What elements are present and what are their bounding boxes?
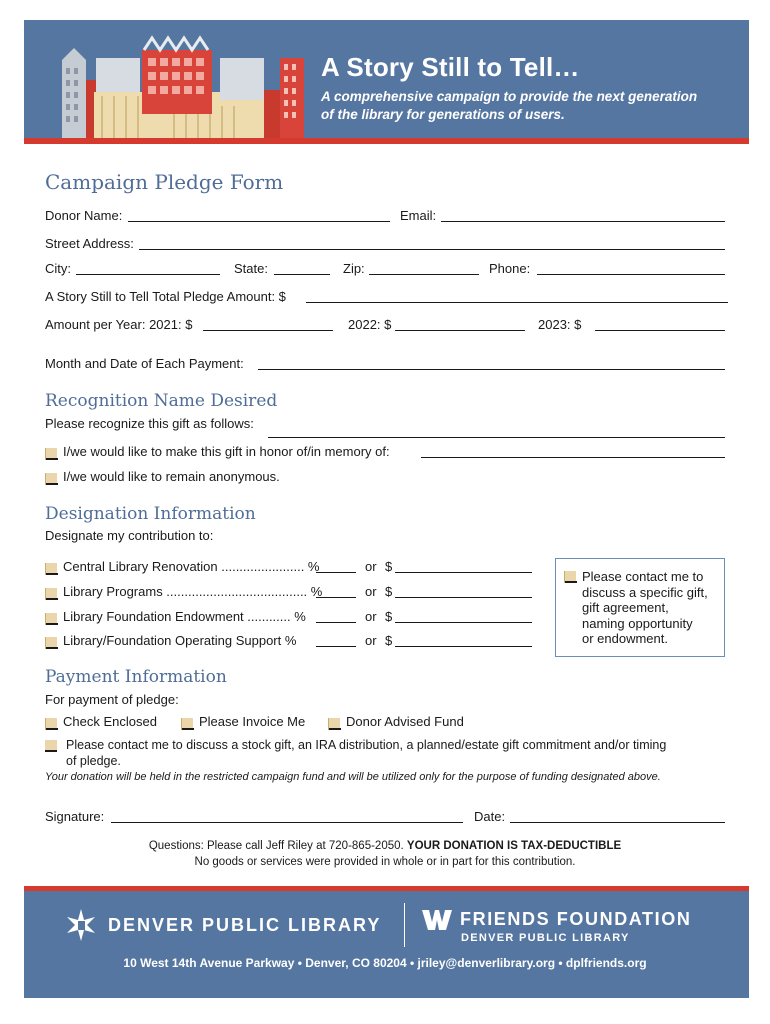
amount-2021-field[interactable]	[203, 330, 333, 331]
restricted-fund-note: Your donation will be held in the restricted campaign fund and will be utilized only for the purpose of funding designated above.	[45, 771, 661, 783]
tax-deductible-text: YOUR DONATION IS TAX-DEDUCTIBLE	[406, 840, 622, 852]
questions-line	[0, 840, 770, 852]
payment-schedule-label: Month and Date of Each Payment:	[45, 356, 244, 371]
library-programs-checkbox[interactable]	[45, 588, 57, 600]
central-library-percent-field[interactable]	[316, 572, 356, 573]
check-enclosed-checkbox[interactable]	[45, 718, 57, 730]
footer-address: 10 West 14th Avenue Parkway • Denver, CO 80204 • jriley@denverlibrary.org • dplfriends.org	[123, 956, 647, 970]
campaign-subtitle	[321, 88, 721, 124]
specific-gift-line-4: naming opportunity	[582, 615, 693, 631]
friends-foundation-wordmark: FRIENDS FOUNDATION	[460, 909, 692, 929]
specific-gift-line-1: Please contact me to	[582, 569, 704, 584]
donor-name-field[interactable]	[128, 221, 390, 222]
friends-foundation-subtitle: DENVER PUBLIC LIBRARY	[461, 932, 630, 944]
library-programs-percent-field[interactable]	[316, 597, 356, 598]
endowment-amount-field[interactable]	[395, 622, 532, 623]
honor-memory-field[interactable]	[421, 457, 725, 458]
operating-support-amount-field[interactable]	[395, 646, 532, 647]
operating-support-label: Library/Foundation Operating Support %	[63, 633, 297, 648]
designation-section-title: Designation Information	[45, 504, 256, 524]
specific-gift-line-5: or endowment.	[582, 631, 668, 646]
or-label: or	[365, 559, 377, 574]
date-field[interactable]	[510, 822, 725, 823]
recognition-section-title: Recognition Name Desired	[45, 391, 278, 411]
signature-label: Signature:	[45, 809, 105, 824]
recognition-prompt: Please recognize this gift as follows:	[45, 416, 254, 431]
designation-prompt: Designate my contribution to:	[45, 528, 214, 543]
total-pledge-label	[45, 289, 286, 304]
street-address-label: Street Address:	[45, 236, 134, 251]
or-label: or	[365, 584, 377, 599]
total-pledge-text: Total Pledge Amount: $	[152, 289, 286, 304]
honor-memory-label: I/we would like to make this gift in honor of/in memory of:	[63, 444, 390, 459]
amount-2023-label: 2023: $	[538, 317, 582, 332]
library-programs-label: Library Programs ....................................... %	[63, 584, 323, 599]
total-pledge-field[interactable]	[306, 302, 728, 303]
dpl-wordmark: DENVER PUBLIC LIBRARY	[108, 915, 382, 935]
payment-section-title: Payment Information	[45, 667, 227, 687]
endowment-label: Library Foundation Endowment ............ %	[63, 609, 306, 624]
stock-gift-label-line-2: of pledge.	[66, 754, 121, 768]
or-label: or	[365, 633, 377, 648]
street-address-field[interactable]	[139, 249, 725, 250]
stock-gift-checkbox[interactable]	[45, 740, 57, 752]
amount-2022-label: 2022: $	[348, 317, 392, 332]
amount-2022-field[interactable]	[395, 330, 525, 331]
phone-label: Phone:	[489, 261, 531, 276]
donor-advised-checkbox[interactable]	[328, 718, 340, 730]
endowment-checkbox[interactable]	[45, 613, 57, 625]
form-title: Campaign Pledge Form	[45, 170, 284, 194]
central-library-amount-field[interactable]	[395, 572, 532, 573]
central-library-checkbox[interactable]	[45, 563, 57, 575]
donor-advised-label: Donor Advised Fund	[346, 714, 464, 729]
dollar-label: $	[385, 633, 393, 648]
footer-divider	[404, 903, 405, 947]
no-goods-disclaimer: No goods or services were provided in whole or in part for this contribution.	[194, 856, 576, 868]
city-field[interactable]	[76, 274, 220, 275]
dollar-label: $	[385, 584, 393, 599]
specific-gift-checkbox[interactable]	[564, 571, 576, 583]
check-enclosed-label: Check Enclosed	[63, 714, 157, 729]
dpl-logo-icon	[64, 908, 98, 942]
invoice-checkbox[interactable]	[181, 718, 193, 730]
amount-2023-field[interactable]	[595, 330, 725, 331]
campaign-name-italic: A Story Still to Tell	[45, 289, 149, 304]
dollar-label: $	[385, 559, 393, 574]
anonymous-label: I/we would like to remain anonymous.	[63, 469, 280, 484]
city-label: City:	[45, 261, 71, 276]
specific-gift-line-2: discuss a specific gift,	[582, 584, 708, 600]
state-label: State:	[234, 261, 268, 276]
central-library-label: Central Library Renovation ....................... %	[63, 559, 320, 574]
email-label: Email:	[400, 208, 437, 223]
campaign-subtitle-line-1: A comprehensive campaign to provide the next generation	[321, 89, 698, 104]
header-accent-bar	[24, 138, 749, 144]
endowment-percent-field[interactable]	[316, 622, 356, 623]
invoice-label: Please Invoice Me	[199, 714, 306, 729]
donor-name-label: Donor Name:	[45, 208, 123, 223]
questions-contact-text: Questions: Please call Jeff Riley at 720-865-2050.	[148, 840, 407, 852]
library-building-illustration	[24, 20, 314, 142]
anonymous-checkbox[interactable]	[45, 473, 57, 485]
phone-field[interactable]	[537, 274, 725, 275]
footer-banner	[24, 891, 749, 998]
campaign-title: A Story Still to Tell…	[321, 52, 580, 82]
operating-support-checkbox[interactable]	[45, 637, 57, 649]
amount-2021-label: Amount per Year: 2021: $	[45, 317, 193, 332]
payment-prompt: For payment of pledge:	[45, 692, 179, 707]
date-label: Date:	[474, 809, 506, 824]
zip-field[interactable]	[369, 274, 479, 275]
zip-label: Zip:	[343, 261, 365, 276]
specific-gift-contact-box	[555, 558, 725, 657]
dollar-label: $	[385, 609, 393, 624]
campaign-subtitle-line-2: of the library for generations of users.	[321, 107, 565, 122]
or-label: or	[365, 609, 377, 624]
friends-foundation-logo-icon	[420, 908, 454, 932]
email-field[interactable]	[441, 221, 725, 222]
operating-support-percent-field[interactable]	[316, 646, 356, 647]
specific-gift-label	[582, 569, 722, 647]
recognition-name-field[interactable]	[268, 437, 725, 438]
library-programs-amount-field[interactable]	[395, 597, 532, 598]
specific-gift-line-3: gift agreement,	[582, 600, 669, 615]
signature-field[interactable]	[111, 822, 463, 823]
stock-gift-label-line-1: Please contact me to discuss a stock gift, an IRA distribution, a planned/estate gift commitment and/or timing	[66, 738, 667, 752]
payment-schedule-field[interactable]	[258, 369, 725, 370]
state-field[interactable]	[274, 274, 330, 275]
honor-memory-checkbox[interactable]	[45, 448, 57, 460]
